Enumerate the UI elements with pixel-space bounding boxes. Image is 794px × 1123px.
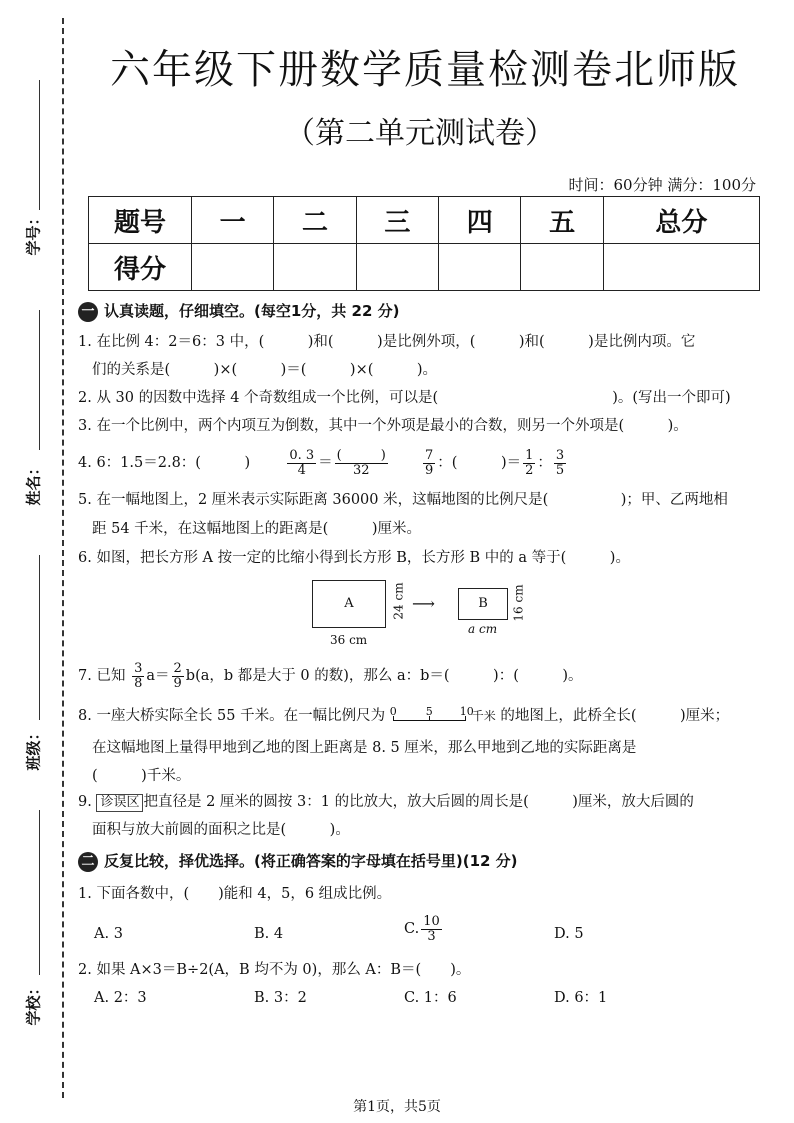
question-1-line-1: 1. 在比例 4：2＝6：3 中，( )和( )是比例外项，( )和( )是比例内项。它 xyxy=(78,334,696,350)
score-table-header-row xyxy=(89,197,760,244)
binding-dashed-line xyxy=(62,18,64,1098)
choice-1-option-d[interactable]: D. 5 xyxy=(554,926,584,942)
question-3: 3. 在一个比例中，两个内项互为倒数，其中一个外项是最小的合数，则另一个外项是( )。 xyxy=(78,418,688,434)
score-input-cell[interactable] xyxy=(356,244,438,291)
choice-2-option-b[interactable]: B. 3：2 xyxy=(254,990,307,1006)
score-input-cell[interactable] xyxy=(603,244,759,291)
question-8-line-3: ( )千米。 xyxy=(92,768,191,784)
choice-1-option-c[interactable]: C. $\frac{10}{3}$ xyxy=(404,913,440,944)
section-2-heading xyxy=(78,850,518,872)
section-2-number-badge: 二 xyxy=(78,852,98,872)
question-9-line-1: 9. 诊误区 把直径是 2 厘米的圆按 3：1 的比放大，放大后圆的周长是( )厘米，放大后圆的 xyxy=(78,794,694,810)
side-field-school xyxy=(18,810,48,1026)
rectangle-a-width: 36 cm xyxy=(330,633,368,647)
page-footer: 第1页，共5页 xyxy=(353,1099,441,1115)
side-field-class xyxy=(18,555,48,771)
choice-question-2: 2. 如果 A×3＝B÷2(A，B 均不为 0)，那么 A：B＝( )。 xyxy=(78,962,471,978)
rectangle-a: A xyxy=(312,580,386,628)
choice-question-1: 1. 下面各数中，( )能和 4，5，6 组成比例。 xyxy=(78,886,392,902)
rectangle-b-width: a cm xyxy=(468,622,498,636)
score-input-cell[interactable] xyxy=(192,244,274,291)
choice-2-option-d[interactable]: D. 6：1 xyxy=(554,990,608,1006)
c1-fraction: $\frac{10}{3}$ xyxy=(423,913,440,944)
q4-fraction-5: $\frac{3}{5}$ xyxy=(555,447,565,478)
name-underline[interactable] xyxy=(39,310,40,450)
question-8-line-2: 在这幅地图上量得甲地到乙地的图上距离是 8. 5 厘米，那么甲地到乙地的实际距离是 xyxy=(92,740,637,756)
question-8-line-1: 8. 一座大桥实际全长 55 千米。在一幅比例尺为 0 5 10 $^{千米}$ 的地图上，此桥全长( )厘米； xyxy=(78,705,730,724)
side-label-id: 学号： xyxy=(24,210,43,256)
score-cell: 四 xyxy=(439,197,521,244)
score-cell: 题号 xyxy=(89,197,192,244)
question-5-line-1: 5. 在一幅地图上，2 厘米表示实际距离 36000 米，这幅地图的比例尺是( )；甲、乙两地相 xyxy=(78,492,728,508)
question-9-line-2: 面积与放大前圆的面积之比是( )。 xyxy=(92,822,350,838)
score-cell: 五 xyxy=(521,197,603,244)
question-6: 6. 如图，把长方形 A 按一定的比缩小得到长方形 B，长方形 B 中的 a 等于( )。 xyxy=(78,550,630,566)
q4-fraction-1: $\frac{0. 3}{4}$ xyxy=(289,447,315,478)
score-cell: 得分 xyxy=(89,244,192,291)
score-cell: 二 xyxy=(274,197,356,244)
school-underline[interactable] xyxy=(39,810,40,975)
q4-fraction-4: $\frac{1}{2}$ xyxy=(525,447,534,478)
id-underline[interactable] xyxy=(39,80,40,210)
question-2: 2. 从 30 的因数中选择 4 个奇数组成一个比例，可以是( )。(写出一个即可) xyxy=(78,390,731,406)
q4-fraction-2: $\frac{( )}{32}$ xyxy=(336,447,386,478)
score-input-cell[interactable] xyxy=(274,244,356,291)
page-title: 六年级下册数学质量检测卷北师版 xyxy=(110,47,740,93)
score-cell: 一 xyxy=(192,197,274,244)
section-1-number-badge: 一 xyxy=(78,302,98,322)
question-1-line-2: 们的关系是( )×( )＝( )×( )。 xyxy=(92,362,438,378)
section-1-heading xyxy=(78,300,399,322)
choice-1-option-a[interactable]: A. 3 xyxy=(94,926,123,942)
choice-1-option-b[interactable]: B. 4 xyxy=(254,926,284,942)
q7-fraction-1: $\frac{3}{8}$ xyxy=(134,660,143,691)
exam-meta: 时间：60分钟 满分：100分 xyxy=(568,176,756,194)
score-input-cell[interactable] xyxy=(439,244,521,291)
rectangle-a-height: 24 cm xyxy=(391,582,406,620)
q4-part-a: 4. 6：1.5＝2.8：( ) xyxy=(78,455,251,471)
section-1-text: 认真读题，仔细填空。(每空1分，共 22 分) xyxy=(104,302,400,320)
arrow-icon: ⟶ xyxy=(412,594,435,613)
misconception-tag: 诊误区 xyxy=(96,794,143,812)
class-underline[interactable] xyxy=(39,555,40,720)
rectangle-b-height: 16 cm xyxy=(511,584,526,622)
side-label-name: 姓名： xyxy=(24,460,43,506)
choice-2-option-c[interactable]: C. 1：6 xyxy=(404,990,457,1006)
question-4: 4. 6：1.5＝2.8：( ) $\frac{0. 3}{4}$ ＝ $\frac{( )}{32}$ $\frac{7}{9}$ ：( )＝ $\frac{1}{2}$ ： $\frac{3}{5}$ xyxy=(78,447,565,478)
score-table xyxy=(88,196,760,291)
score-cell: 总分 xyxy=(603,197,759,244)
side-label-class: 班级： xyxy=(24,725,43,771)
side-field-name xyxy=(18,310,48,510)
score-table-score-row xyxy=(89,244,760,291)
question-7: 7. 已知 $\frac{3}{8}$ a＝ $\frac{2}{9}$ b(a，b 都是大于 0 的数)，那么 a：b＝( )：( )。 xyxy=(78,660,583,691)
question-5-line-2: 距 54 千米，在这幅地图上的距离是( )厘米。 xyxy=(92,521,421,537)
side-label-school: 学校： xyxy=(24,980,43,1026)
choice-2-option-a[interactable]: A. 2：3 xyxy=(94,990,147,1006)
side-field-id xyxy=(18,80,48,270)
rectangle-b: B xyxy=(458,588,508,620)
section-2-text: 反复比较，择优选择。(将正确答案的字母填在括号里)(12 分) xyxy=(104,852,518,870)
score-cell: 三 xyxy=(356,197,438,244)
q4-fraction-3: $\frac{7}{9}$ xyxy=(425,447,434,478)
scale-bar: 0 5 10 xyxy=(390,706,472,726)
q7-fraction-2: $\frac{2}{9}$ xyxy=(173,660,182,691)
score-input-cell[interactable] xyxy=(521,244,603,291)
page-subtitle: （第二单元测试卷） xyxy=(285,116,555,151)
